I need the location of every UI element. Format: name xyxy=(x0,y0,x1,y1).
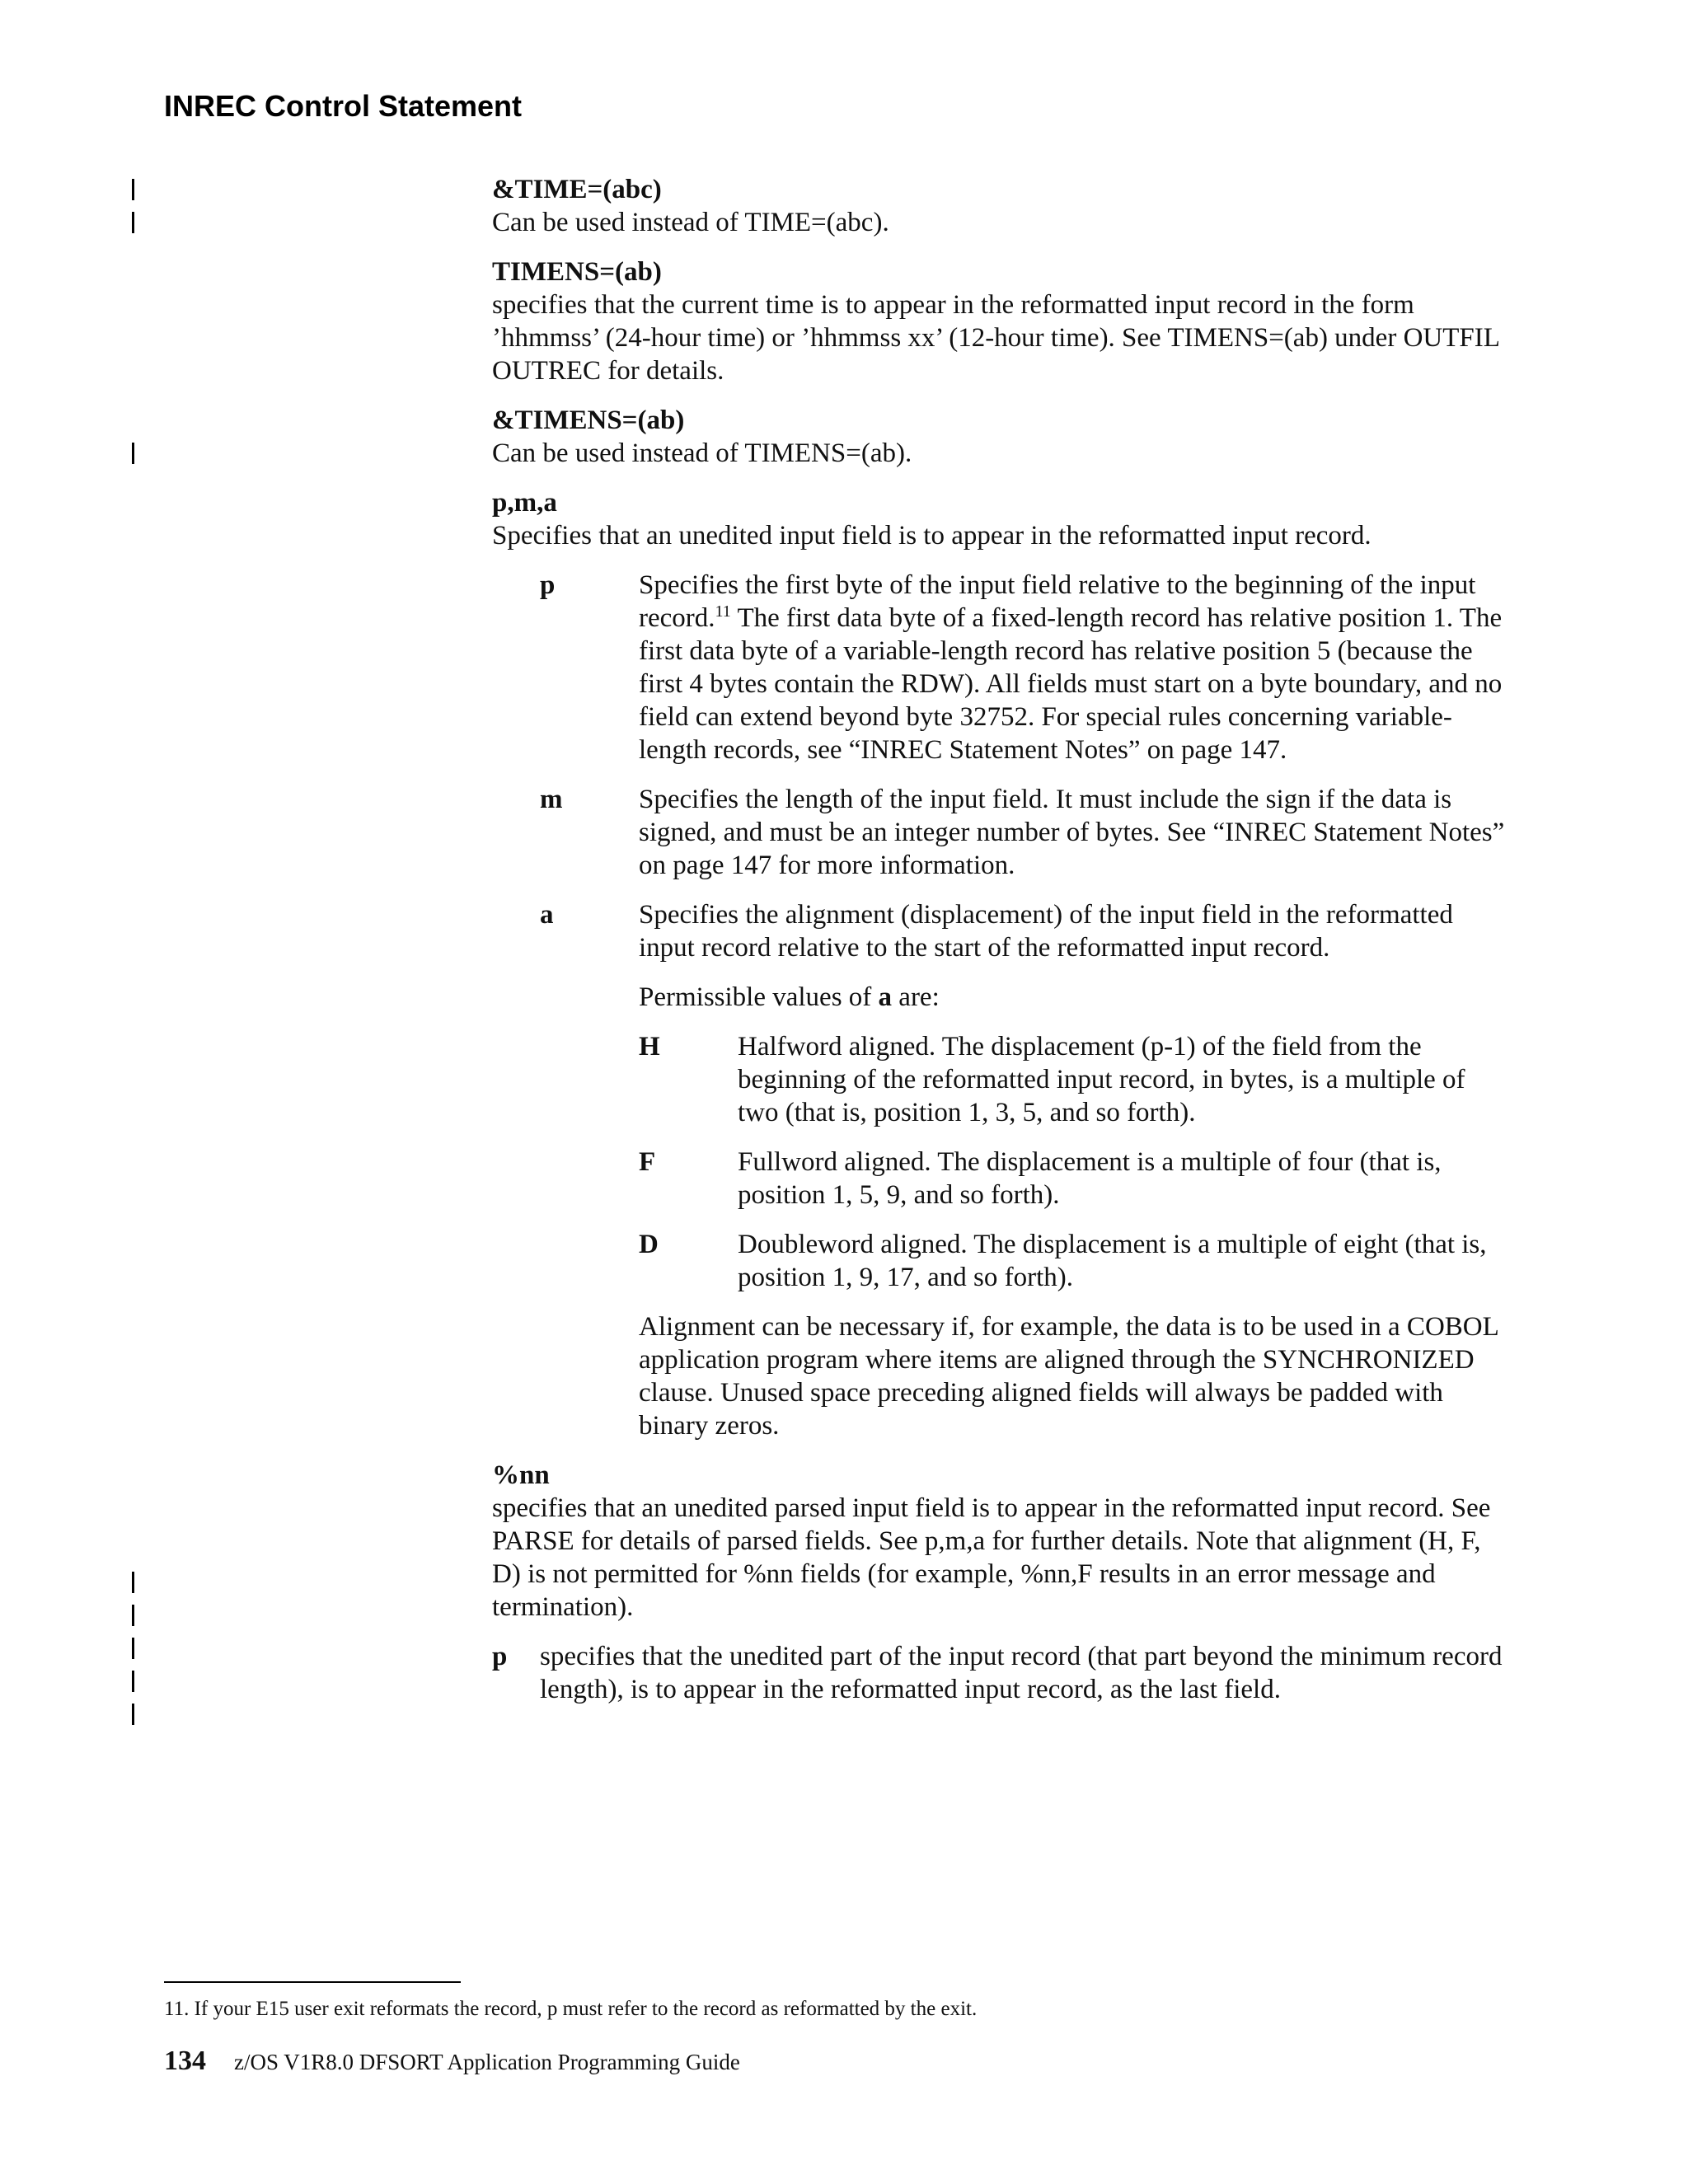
definition: specifies that the unedited part of the input record (that part beyond the minimum record length), is to appear in the reformatted input record, as the last field. xyxy=(540,1642,1503,1704)
subdef-a xyxy=(540,898,1510,964)
term: &TIME=(abc) xyxy=(492,175,662,204)
entry-nn xyxy=(492,1459,1510,1624)
definition: Can be used instead of TIME=(abc). xyxy=(492,208,889,237)
definition-text: Specifies the first byte of the input field relative to the beginning of the input record. xyxy=(639,570,1476,633)
entry-timens-amp xyxy=(492,404,1510,470)
entry-pma xyxy=(492,486,1510,1442)
definition xyxy=(639,569,1510,766)
term: H xyxy=(639,1032,660,1062)
term: p,m,a xyxy=(492,488,557,518)
alignment-section xyxy=(639,981,1510,1442)
term: F xyxy=(639,1147,656,1177)
footnote: 11. If your E15 user exit reformats the record, p must refer to the record as reformatted by the exit. xyxy=(164,1998,978,2020)
entry-time-amp xyxy=(492,173,1510,239)
pma-subdefinitions xyxy=(540,569,1510,964)
term: p xyxy=(492,1642,508,1671)
definition: Specifies that an unedited input field is to appear in the reformatted input record. xyxy=(492,521,1372,551)
definition: Halfword aligned. The displacement (p-1) of the field from the beginning of the reformatted input record, in bytes, is a multiple of two (that is, position 1, 3, 5, and so forth). xyxy=(738,1032,1465,1127)
permissible-values xyxy=(639,981,1510,1014)
term: TIMENS=(ab) xyxy=(492,257,662,287)
term: D xyxy=(639,1230,659,1259)
revision-bar xyxy=(132,1671,134,1692)
main-content xyxy=(492,173,1510,1706)
alignment-values xyxy=(639,1030,1510,1294)
subdef-m xyxy=(540,783,1510,882)
text-bold: a xyxy=(878,982,893,1012)
revision-bar xyxy=(132,1704,134,1725)
definition: specifies that the current time is to appear in the reformatted input record in the form ’hhmmss’ (24-hour time) or ’hhmmss xx’ (12-hour time). See TIMENS=(ab) under OUTFIL OUTREC for details. xyxy=(492,290,1499,386)
text: are: xyxy=(892,982,940,1012)
text: Permissible values of xyxy=(639,982,879,1012)
alignment-note: Alignment can be necessary if, for example, the data is to be used in a COBOL application program where items are aligned through the SYNCHRONIZED clause. Unused space preceding aligned fields will always be padded with binary zeros. xyxy=(639,1312,1498,1441)
align-h xyxy=(639,1030,1510,1129)
align-f xyxy=(639,1146,1510,1212)
align-d xyxy=(639,1228,1510,1294)
revision-bar xyxy=(132,1638,134,1659)
definition-text: The first data byte of a fixed-length record has relative position 1. The first data byte of a variable-length record has relative position 5 (because the first 4 bytes contain the RDW). All fields must start on a byte boundary, and no field can extend beyond byte 32752. For special rules concerning variable-length records, see “INREC Statement Notes” on page 147. xyxy=(639,603,1503,765)
subdef-p xyxy=(540,569,1510,766)
revision-bar xyxy=(132,179,134,200)
definition: Doubleword aligned. The displacement is a multiple of eight (that is, position 1, 9, 17, and so forth). xyxy=(738,1230,1487,1292)
page-number: 134 xyxy=(164,2046,206,2076)
definition: Fullword aligned. The displacement is a multiple of four (that is, position 1, 5, 9, and so forth). xyxy=(738,1147,1442,1210)
term: p xyxy=(540,570,556,600)
term: a xyxy=(540,900,554,930)
entry-p-last xyxy=(492,1640,1510,1706)
footnote-rule xyxy=(164,1981,461,1983)
revision-bar xyxy=(132,1572,134,1593)
definition: specifies that an unedited parsed input field is to appear in the reformatted input record. See PARSE for details of parsed fields. See p,m,a for further details. Note that alignment (H, F, D) is not permitted for %nn fields (for example, %nn,F results in an error message and termination). xyxy=(492,1493,1491,1622)
term: m xyxy=(540,785,563,814)
definition: Can be used instead of TIMENS=(ab). xyxy=(492,438,912,468)
page-footer xyxy=(164,2046,740,2077)
revision-bar xyxy=(132,443,134,464)
definition: Specifies the alignment (displacement) of the input field in the reformatted input record relative to the start of the reformatted input record. xyxy=(639,900,1453,963)
revision-bar xyxy=(132,212,134,233)
page-header: INREC Control Statement xyxy=(164,89,523,123)
entry-timens xyxy=(492,255,1510,387)
footnote-ref[interactable]: 11 xyxy=(715,602,731,621)
revision-bar xyxy=(132,1605,134,1626)
term: &TIMENS=(ab) xyxy=(492,405,685,435)
definition: Specifies the length of the input field. It must include the sign if the data is signed, and must be an integer number of bytes. See “INREC Statement Notes” on page 147 for more information. xyxy=(639,785,1505,880)
term: %nn xyxy=(492,1460,550,1490)
book-title: z/OS V1R8.0 DFSORT Application Programming Guide xyxy=(234,2050,740,2074)
